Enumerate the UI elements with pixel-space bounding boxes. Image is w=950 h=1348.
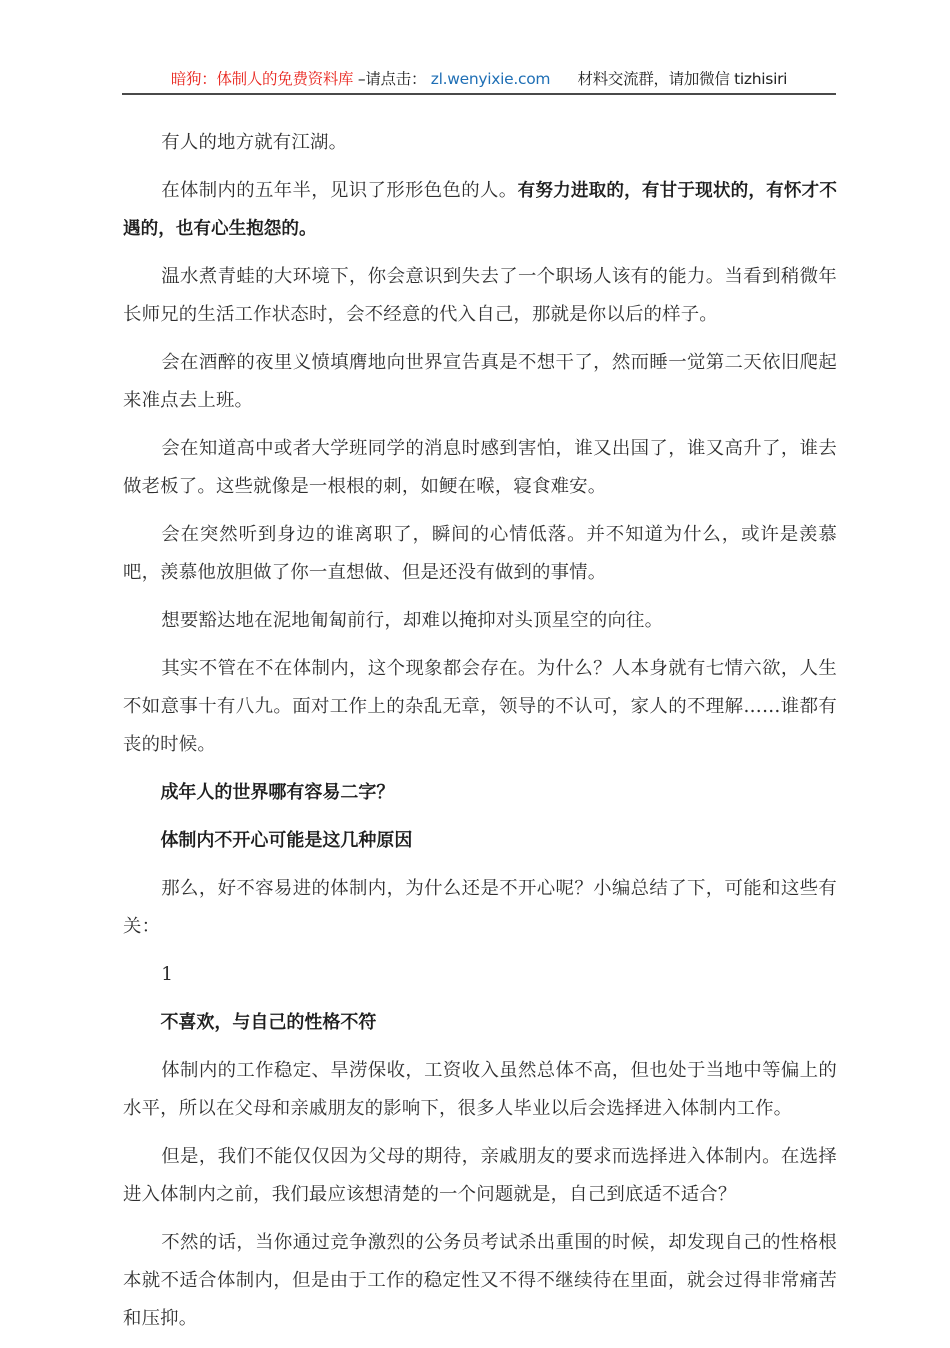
paragraph: 体制内的工作稳定、旱涝保收，工资收入虽然总体不高，但也处于当地中等偏上的水平，所以在父母和亲戚朋友的影响下，很多人毕业以后会选择进入体制内工作。 — [123, 1060, 837, 1119]
paragraph: 有人的地方就有江湖。 — [161, 132, 348, 153]
header-brand: 暗狗：体制人的免费资料库 — [170, 70, 354, 88]
paragraph: 会在酒醉的夜里义愤填膺地向世界宣告真是不想干了，然而睡一觉第二天依旧爬起来准点去上班。 — [123, 352, 837, 411]
paragraph: 温水煮青蛙的大环境下，你会意识到失去了一个职场人该有的能力。当看到稍微年长师兄的生活工作状态时，会不经意的代入自己，那就是你以后的样子。 — [123, 266, 837, 325]
section-number: 1 — [161, 964, 174, 985]
paragraph: 那么，好不容易进的体制内，为什么还是不开心呢？小编总结了下，可能和这些有关： — [123, 878, 837, 937]
subsection-heading: 不喜欢，与自己的性格不符 — [160, 1012, 377, 1033]
header-contact: 材料交流群，请加微信 tizhisiri — [577, 70, 788, 88]
paragraph: 但是，我们不能仅仅因为父母的期待，亲戚朋友的要求而选择进入体制内。在选择进入体制内之前，我们最应该想清楚的一个问题就是，自己到底适不适合？ — [123, 1146, 837, 1205]
article-body — [123, 124, 837, 1348]
paragraph: 不然的话，当你通过竞争激烈的公务员考试杀出重围的时候，却发现自己的性格根本就不适合体制内，但是由于工作的稳定性又不得不继续待在里面，就会过得非常痛苦和压抑。 — [123, 1232, 837, 1329]
paragraph — [123, 172, 837, 248]
paragraph: 会在知道高中或者大学班同学的消息时感到害怕，谁又出国了，谁又高升了，谁去做老板了。这些就像是一根根的刺，如鲠在喉，寝食难安。 — [123, 438, 837, 497]
page-header — [122, 66, 836, 95]
paragraph-bold-text: 有努力进取的，有甘于现状的，有怀才不遇的，也有心生抱怨的。 — [123, 181, 837, 239]
header-click-prompt: –请点击： — [357, 70, 427, 88]
header-site-link[interactable]: zl.wenyixie.com — [430, 70, 551, 88]
paragraph: 其实不管在不在体制内，这个现象都会存在。为什么？人本身就有七情六欲，人生不如意事十有八九。面对工作上的杂乱无章，领导的不认可，家人的不理解……谁都有丧的时候。 — [123, 658, 837, 755]
paragraph: 会在突然听到身边的谁离职了，瞬间的心情低落。并不知道为什么，或许是羡慕吧，羡慕他放胆做了你一直想做、但是还没有做到的事情。 — [123, 524, 837, 583]
section-heading: 成年人的世界哪有容易二字？ — [160, 782, 395, 803]
paragraph: 想要豁达地在泥地匍匐前行，却难以掩抑对头顶星空的向往。 — [161, 610, 664, 631]
section-heading: 体制内不开心可能是这几种原因 — [160, 830, 413, 851]
paragraph-text: 在体制内的五年半，见识了形形色色的人。 — [161, 180, 518, 201]
